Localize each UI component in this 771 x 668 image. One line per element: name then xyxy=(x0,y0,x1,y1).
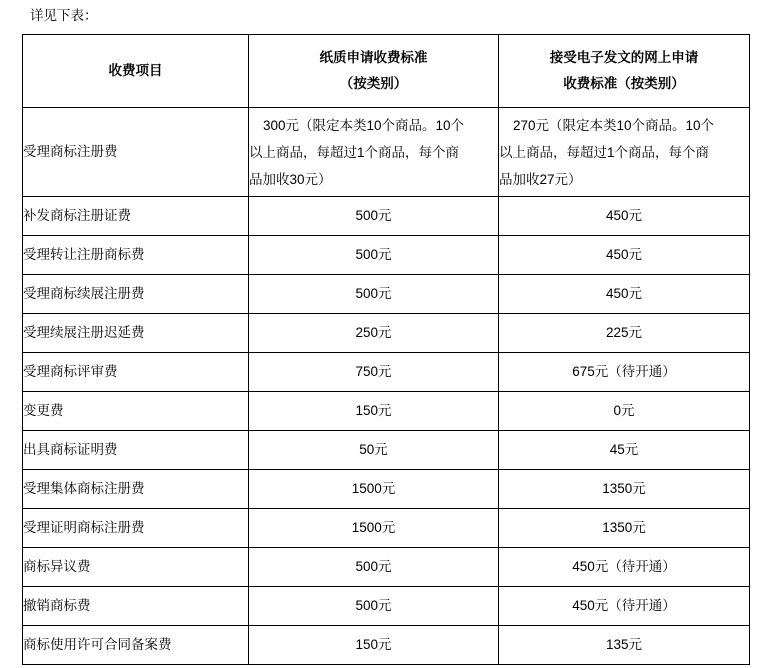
cell-paper-fee: 500元 xyxy=(249,548,499,587)
cell-online-fee: 675元（待开通） xyxy=(499,353,750,392)
header-line: 收费项目 xyxy=(108,63,163,78)
cell-paper-fee: 1500元 xyxy=(249,509,499,548)
cell-line: 以上商品，每超过1个商品，每个商 xyxy=(499,144,710,160)
cell-online-fee: 450元 xyxy=(499,275,750,314)
cell-item: 受理商标续展注册费 xyxy=(23,275,249,314)
cell-paper-fee: 50元 xyxy=(249,431,499,470)
cell-item: 商标异议费 xyxy=(23,548,249,587)
cell-online-fee xyxy=(499,108,750,197)
cell-item: 受理集体商标注册费 xyxy=(23,470,249,509)
table-row xyxy=(23,275,750,314)
table-row xyxy=(23,509,750,548)
column-header-paper xyxy=(249,35,499,108)
cell-item: 变更费 xyxy=(23,392,249,431)
cell-paper-fee: 1500元 xyxy=(249,470,499,509)
header-line: 纸质申请收费标准 xyxy=(319,50,428,65)
table-row xyxy=(23,197,750,236)
table-row xyxy=(23,392,750,431)
cell-online-fee: 0元 xyxy=(499,392,750,431)
cell-line: 270元（限定本类10个商品。10个 xyxy=(513,117,715,133)
intro-text: 详见下表： xyxy=(30,8,98,23)
table-row xyxy=(23,548,750,587)
cell-item: 受理商标评审费 xyxy=(23,353,249,392)
cell-online-fee: 1350元 xyxy=(499,509,750,548)
cell-online-fee: 450元（待开通） xyxy=(499,587,750,626)
cell-item: 补发商标注册证费 xyxy=(23,197,249,236)
cell-item: 出具商标证明费 xyxy=(23,431,249,470)
cell-paper-fee: 150元 xyxy=(249,626,499,665)
cell-paper-fee: 500元 xyxy=(249,587,499,626)
table-row xyxy=(23,108,750,197)
table-row xyxy=(23,236,750,275)
cell-line: 品加收30元） xyxy=(249,171,332,187)
table-row xyxy=(23,314,750,353)
cell-online-fee: 1350元 xyxy=(499,470,750,509)
cell-item: 撤销商标费 xyxy=(23,587,249,626)
table-row xyxy=(23,431,750,470)
column-header-item xyxy=(23,35,249,108)
cell-item: 受理转让注册商标费 xyxy=(23,236,249,275)
cell-item: 商标使用许可合同备案费 xyxy=(23,626,249,665)
cell-online-fee: 450元 xyxy=(499,197,750,236)
table-body xyxy=(23,108,750,665)
cell-line: 以上商品，每超过1个商品，每个商 xyxy=(249,144,460,160)
table-header xyxy=(23,35,750,108)
cell-paper-fee: 150元 xyxy=(249,392,499,431)
cell-paper-fee: 250元 xyxy=(249,314,499,353)
cell-online-fee: 225元 xyxy=(499,314,750,353)
cell-item: 受理证明商标注册费 xyxy=(23,509,249,548)
cell-online-fee: 450元 xyxy=(499,236,750,275)
cell-paper-fee xyxy=(249,108,499,197)
table-row xyxy=(23,470,750,509)
fee-table-container xyxy=(0,34,771,665)
header-line: 接受电子发文的网上申请 xyxy=(549,50,699,65)
trademark-fee-table xyxy=(22,34,750,665)
header-line: 收费标准（按类别） xyxy=(563,76,685,91)
header-line: （按类别） xyxy=(339,76,408,91)
column-header-online xyxy=(499,35,750,108)
cell-item: 受理续展注册迟延费 xyxy=(23,314,249,353)
table-row xyxy=(23,353,750,392)
cell-line: 300元（限定本类10个商品。10个 xyxy=(263,117,465,133)
cell-paper-fee: 500元 xyxy=(249,197,499,236)
cell-paper-fee: 750元 xyxy=(249,353,499,392)
cell-paper-fee: 500元 xyxy=(249,275,499,314)
table-row xyxy=(23,587,750,626)
cell-online-fee: 45元 xyxy=(499,431,750,470)
cell-online-fee: 450元（待开通） xyxy=(499,548,750,587)
cell-item: 受理商标注册费 xyxy=(23,108,249,197)
cell-line: 品加收27元） xyxy=(499,171,582,187)
cell-paper-fee: 500元 xyxy=(249,236,499,275)
header-row xyxy=(23,35,750,108)
cell-online-fee: 135元 xyxy=(499,626,750,665)
table-row xyxy=(23,626,750,665)
